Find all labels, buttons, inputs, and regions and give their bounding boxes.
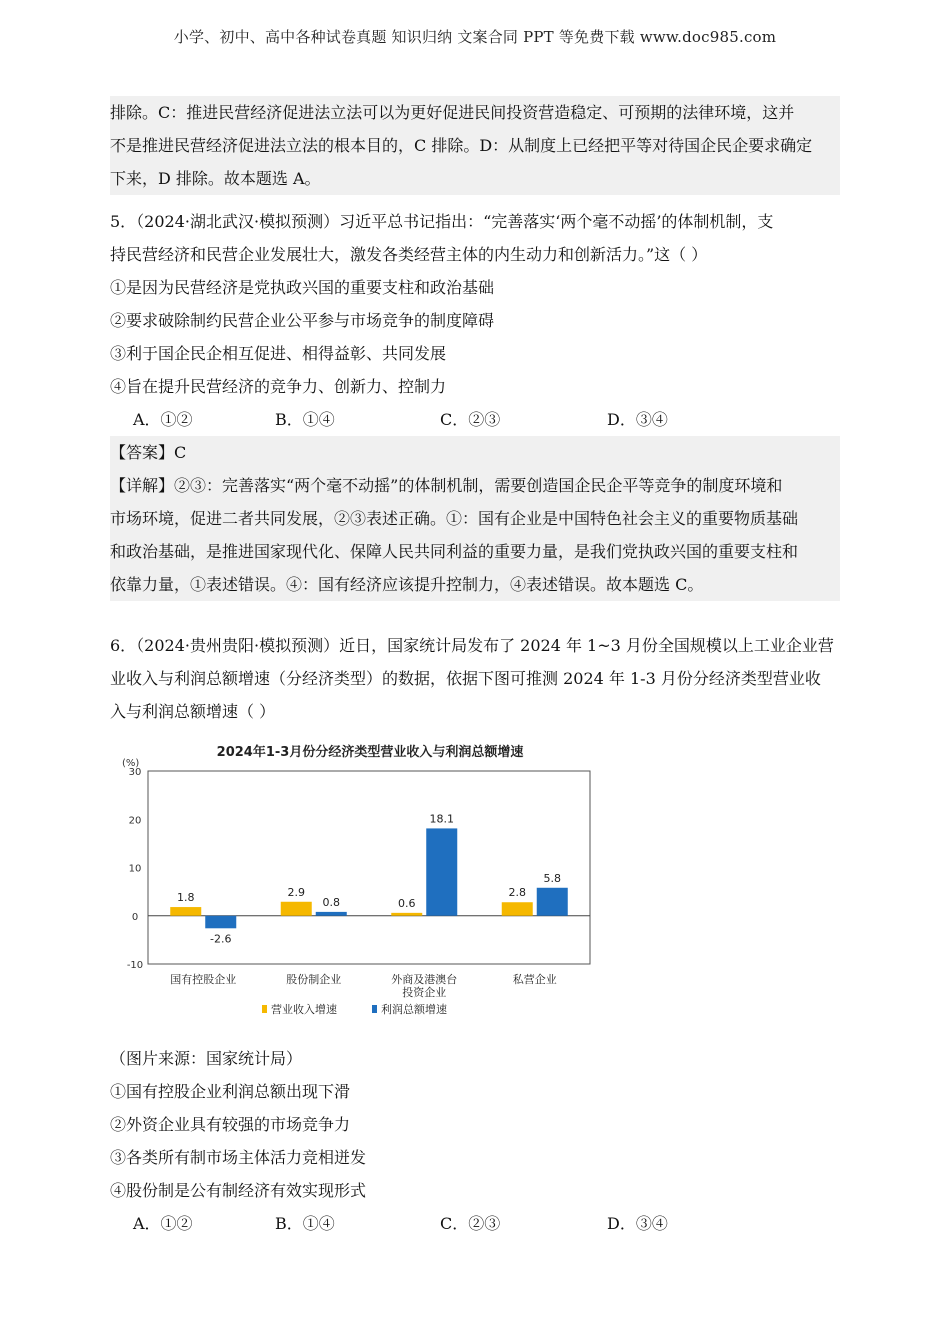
question-5: [110, 205, 840, 601]
statement-item: ④旨在提升民营经济的竞争力、创新力、控制力: [110, 377, 447, 396]
explanation-line: 和政治基础，是推进国家现代化、保障人民共同利益的重要力量，是我们党执政兴国的重要支柱和: [110, 535, 840, 568]
question-stem: 持民营经济和民营企业发展壮大，激发各类经营主体的内生动力和创新活力。”这（ ）: [110, 245, 708, 264]
data-label: 1.8: [177, 891, 195, 905]
image-source: （图片来源：国家统计局）: [110, 1049, 303, 1068]
bar-revenue: [502, 902, 533, 916]
answer-options: [110, 403, 840, 436]
explanation-line: 依靠力量，①表述错误。④：国有经济应该提升控制力，④表述错误。故本题选 C。: [110, 568, 840, 601]
statement-item: ④股份制是公有制经济有效实现形式: [110, 1181, 367, 1200]
question-stem: 6．（2024·贵州贵阳·模拟预测）近日，国家统计局发布了 2024 年 1~3 月份全国规模以上工业企业营: [110, 636, 834, 655]
statement-item: ②要求破除制约民营企业公平参与市场竞争的制度障碍: [110, 311, 495, 330]
data-label: 0.8: [322, 895, 340, 909]
bar-chart: [110, 738, 630, 1028]
explanation-line: 下来，D 排除。故本题选 A。: [110, 162, 840, 195]
question-stem: 入与利润总额增速（ ）: [110, 702, 276, 721]
bar-profit: [426, 828, 457, 915]
option-c: C．②③: [440, 1214, 501, 1233]
bar-revenue: [281, 902, 312, 916]
chart-ylabel: (%): [122, 758, 140, 769]
option-d: D．③④: [607, 410, 668, 429]
statement-item: ③利于国企民企相互促进、相得益彰、共同发展: [110, 344, 447, 363]
question-stem: 业收入与利润总额增速（分经济类型）的数据，依据下图可推测 2024 年 1-3 月份分经济类型营业收: [110, 669, 821, 688]
bar-revenue: [391, 913, 422, 916]
answer-options: [110, 1207, 840, 1240]
y-tick-label: 20: [128, 815, 142, 827]
question-6-items: [110, 1042, 840, 1240]
chart-title: 2024年1-3月份分经济类型营业收入与利润总额增速: [216, 745, 524, 760]
bar-profit: [316, 912, 347, 916]
explanation-line: 【详解】②③：完善落实“两个毫不动摇”的体制机制，需要创造国企民企平等竞争的制度环境和: [110, 469, 840, 502]
statement-item: ①国有控股企业利润总额出现下滑: [110, 1082, 351, 1101]
explanation-line: 排除。C：推进民营经济促进法立法可以为更好促进民间投资营造稳定、可预期的法律环境，这并: [110, 96, 840, 129]
category-label: 外商及港澳台: [391, 973, 458, 986]
y-tick-label: 0: [131, 911, 139, 923]
data-label: 0.6: [398, 896, 416, 910]
explanation-line: 不是推进民营经济促进法立法的根本目的，C 排除。D：从制度上已经把平等对待国企民企要求确定: [110, 129, 840, 162]
y-tick-label: -10: [126, 960, 144, 971]
statement-item: ③各类所有制市场主体活力竞相迸发: [110, 1148, 367, 1167]
data-label: 5.8: [543, 871, 561, 885]
data-label: 2.9: [287, 885, 305, 899]
option-b: B．①④: [275, 1214, 335, 1233]
category-label: 国有控股企业: [170, 973, 237, 986]
chart-svg: [110, 738, 630, 1028]
category-label: 私营企业: [512, 973, 557, 986]
page-header: 小学、初中、高中各种试卷真题 知识归纳 文案合同 PPT 等免费下载 www.doc985.com: [173, 28, 777, 46]
bar-profit: [537, 888, 568, 916]
option-a: A．①②: [133, 410, 193, 429]
explanation-line: 市场环境，促进二者共同发展，②③表述正确。①：国有企业是中国特色社会主义的重要物质基础: [110, 502, 840, 535]
option-b: B．①④: [275, 410, 335, 429]
bar-revenue: [170, 907, 201, 916]
option-d: D．③④: [607, 1214, 668, 1233]
data-label: 2.8: [508, 886, 526, 900]
option-c: C．②③: [440, 410, 501, 429]
data-label: 18.1: [429, 812, 454, 826]
legend-swatch: [372, 1005, 377, 1013]
statement-item: ②外资企业具有较强的市场竞争力: [110, 1115, 351, 1134]
legend-label: 营业收入增速: [271, 1003, 337, 1016]
question-6: [110, 629, 840, 728]
statement-item: ①是因为民营经济是党执政兴国的重要支柱和政治基础: [110, 278, 495, 297]
y-tick-label: 30: [128, 767, 142, 778]
answer-line: 【答案】C: [110, 436, 840, 469]
category-label: 股份制企业: [286, 973, 342, 986]
prev-explanation: [110, 96, 840, 195]
data-label: -2.6: [210, 932, 232, 946]
bar-profit: [205, 916, 236, 929]
question-stem: 5．（2024·湖北武汉·模拟预测）习近平总书记指出：“完善落实‘两个毫不动摇’的体制机制，支: [110, 212, 774, 231]
legend-label: 利润总额增速: [381, 1003, 447, 1016]
option-a: A．①②: [133, 1214, 193, 1233]
y-tick-label: 10: [128, 863, 142, 875]
legend-swatch: [262, 1005, 267, 1013]
category-label: 投资企业: [402, 986, 447, 999]
